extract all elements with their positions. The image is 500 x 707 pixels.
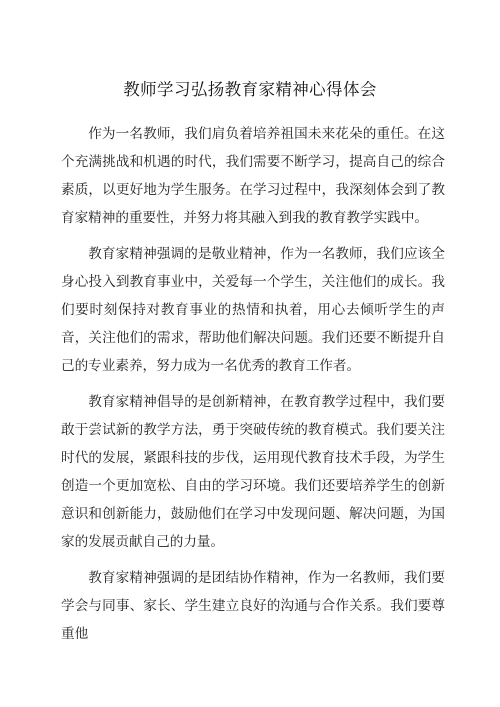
document-title: 教师学习弘扬教育家精神心得体会 — [123, 80, 377, 99]
document-body — [61, 120, 445, 648]
paragraph-4: 教育家精神强调的是团结协作精神，作为一名教师，我们要学会与同事、家长、学生建立良好的沟通与合作关系。我们要尊重他 — [61, 570, 445, 642]
paragraph-1: 作为一名教师，我们肩负着培养祖国未来花朵的重任。在这个充满挑战和机遇的时代，我们需要不断学习，提高自己的综合素质，以更好地为学生服务。在学习过程中，我深刻体会到了教育家精神的重要性，并努力将其融入到我的教育教学实践中。 — [61, 126, 445, 226]
paragraph-2: 教育家精神强调的是敬业精神，作为一名教师，我们应该全身心投入到教育事业中，关爱每一个学生，关注他们的成长。我们要时刻保持对教育事业的热情和执着，用心去倾听学生的声音，关注他们的需求，帮助他们解决问题。我们还要不断提升自己的专业素养，努力成为一名优秀的教育工作者。 — [61, 246, 445, 374]
paragraph-3: 教育家精神倡导的是创新精神，在教育教学过程中，我们要敢于尝试新的教学方法，勇于突破传统的教育模式。我们要关注时代的发展，紧跟科技的步伐，运用现代教育技术手段，为学生创造一个更加宽松、自由的学习环境。我们还要培养学生的创新意识和创新能力，鼓励他们在学习中发现问题、解决问题，为国家的发展贡献自己的力量。 — [61, 394, 445, 550]
